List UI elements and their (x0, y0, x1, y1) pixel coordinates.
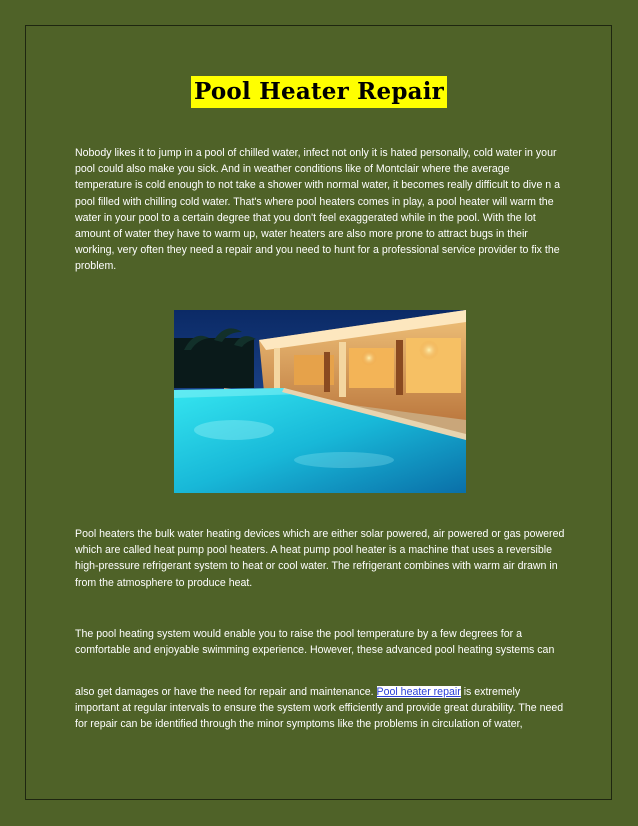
heat-pump-paragraph: Pool heaters the bulk water heating devices which are either solar powered, air powered or gas powered which are called heat pump pool heaters. A heat pump pool heater is a machine that uses a reversible high-pressure refrigerant system to heat or cool water. The refrigerant combines with warm air drawn in from the atmosphere to produce heat. (75, 528, 565, 589)
pool-heater-repair-link[interactable]: Pool heater repair (376, 686, 461, 698)
title-container (0, 76, 638, 108)
repair-paragraph-start: also get damages or have the need for repair and maintenance. (75, 686, 377, 698)
intro-paragraph: Nobody likes it to jump in a pool of chilled water, infect not only it is hated personally, cold water in your pool could also make you sick. And in weather conditions like of Montclair where the average temperature is cold enough to not take a shower with normal water, it becomes really difficult to dive n a pool filled with chilling cold water. That's where pool heaters comes in play, a pool heater will warm the water in your pool to a certain degree that you don't feel exaggerated while in the pool. With the lot amount of water they have to warm up, water heaters are also more prone to attract bugs in their working, very often they need a repair and you need to hunt for a professional service provider to fix the problem. (75, 147, 561, 273)
heating-system-paragraph: The pool heating system would enable you to raise the pool temperature by a few degrees for a comfortable and enjoyable swimming experience. However, these advanced pool heating systems can (75, 628, 555, 657)
page-title: Pool Heater Repair (191, 76, 447, 108)
repair-paragraph-end: is extremely important at regular intervals to ensure the system work efficiently and provide great durability. The need for repair can be identified through the minor symptoms like the problems in circulation of water, (75, 686, 564, 731)
repair-paragraph (75, 684, 567, 733)
pool-photo (174, 310, 466, 493)
